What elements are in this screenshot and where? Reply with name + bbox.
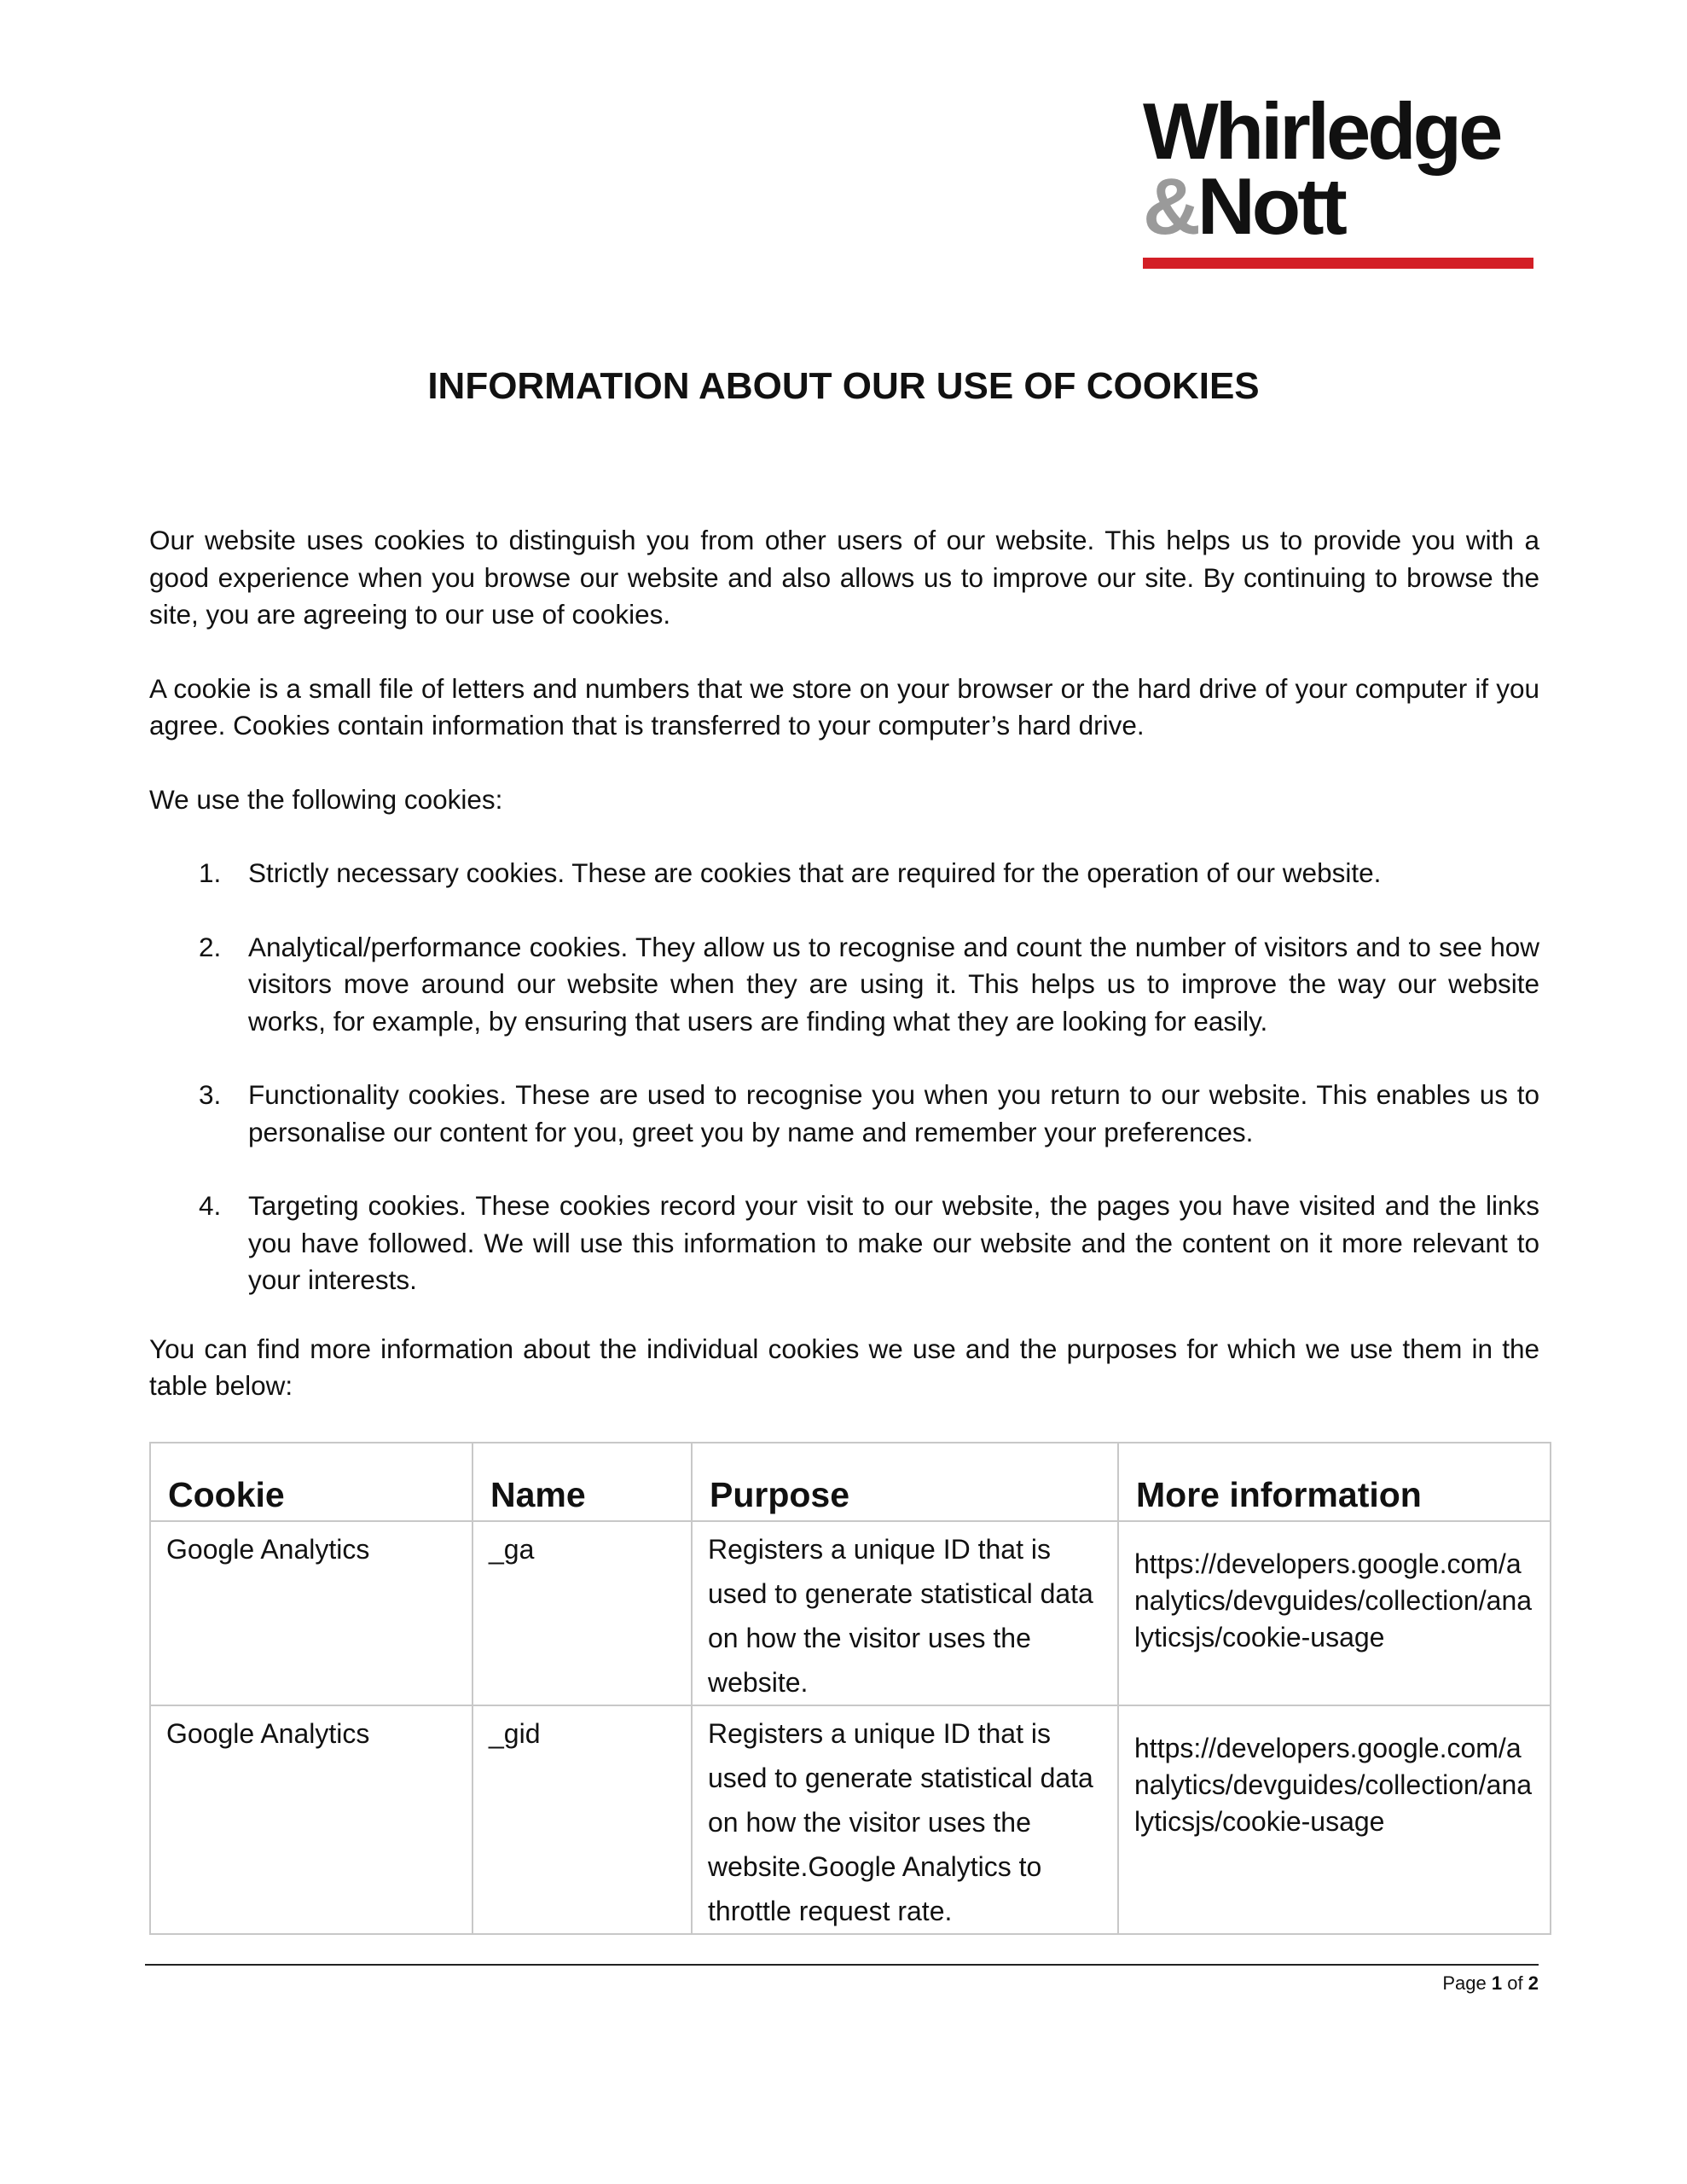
- header-purpose: Purpose: [692, 1443, 1118, 1521]
- list-item: [149, 1077, 1539, 1151]
- document-title: INFORMATION ABOUT OUR USE OF COOKIES: [427, 365, 1260, 407]
- page-number: [1442, 1971, 1539, 1996]
- list-item-text: Strictly necessary cookies. These are cookies that are required for the operation of our website.: [248, 857, 1382, 888]
- logo-line-2-text: Nott: [1197, 161, 1344, 251]
- list-item-text: Analytical/performance cookies. They allow us to recognise and count the number of visitors and to see how visitors move around our website when they are using it. This helps us to improve the way our website works, for example, by ensuring that users are finding what they are looking for easily.: [248, 931, 1539, 1037]
- cell-more-information-link[interactable]: https://developers.google.com/analytics/devguides/collection/analyticsjs/cookie-usage: [1118, 1521, 1551, 1705]
- list-item-number: 4.: [199, 1190, 222, 1221]
- header-cookie: Cookie: [150, 1443, 472, 1521]
- list-item: [149, 1188, 1539, 1299]
- page-total: 2: [1528, 1972, 1539, 1994]
- of-label: of: [1507, 1972, 1523, 1994]
- list-item-number: 2.: [199, 931, 222, 962]
- cell-name: _gid: [472, 1705, 692, 1934]
- cell-name: _ga: [472, 1521, 692, 1705]
- page-label: Page: [1442, 1972, 1487, 1994]
- intro-paragraph-2: A cookie is a small file of letters and numbers that we store on your browser or the hard drive of your computer if you agree. Cookies contain information that is transferred to your computer’s hard drive.: [149, 672, 1539, 741]
- logo-line-2: [1143, 161, 1544, 251]
- list-item: [149, 855, 1539, 892]
- list-item-number: 3.: [199, 1079, 222, 1110]
- table-intro-paragraph: You can find more information about the individual cookies we use and the purposes for which we use them in the table below:: [149, 1333, 1539, 1401]
- footer-divider: [145, 1964, 1539, 1966]
- table-header-row: [150, 1443, 1551, 1521]
- intro-paragraph-1: Our website uses cookies to distinguish you from other users of our website. This helps us to provide you with a good experience when you browse our website and also allows us to improve our site. By continuing to browse the site, you are agreeing to our use of cookies.: [149, 525, 1539, 630]
- cell-purpose: Registers a unique ID that is used to generate statistical data on how the visitor uses the website.: [692, 1521, 1118, 1705]
- list-item-number: 1.: [199, 857, 222, 888]
- cell-more-information-link[interactable]: https://developers.google.com/analytics/devguides/collection/analyticsjs/cookie-usage: [1118, 1705, 1551, 1934]
- cookie-types-list: [149, 855, 1539, 1299]
- logo-red-bar: [1143, 258, 1533, 269]
- page-current: 1: [1491, 1972, 1503, 1994]
- list-item: [149, 929, 1539, 1041]
- intro-paragraph-3: We use the following cookies:: [149, 783, 503, 815]
- list-item-text: Functionality cookies. These are used to recognise you when you return to our website. This enables us to personalise our content for you, greet you by name and remember your preferences.: [248, 1079, 1539, 1147]
- logo-ampersand: &: [1143, 161, 1197, 251]
- cell-cookie: Google Analytics: [150, 1521, 472, 1705]
- list-item-text: Targeting cookies. These cookies record your visit to our website, the pages you have visited and the links you have followed. We will use this information to make our website and the content on it more relevant to your interests.: [248, 1190, 1539, 1295]
- cookies-table: [149, 1442, 1551, 1935]
- table-row: [150, 1705, 1551, 1934]
- header-name: Name: [472, 1443, 692, 1521]
- table-row: [150, 1521, 1551, 1705]
- cell-purpose: Registers a unique ID that is used to generate statistical data on how the visitor uses the website.Google Analytics to throttle request rate.: [692, 1705, 1118, 1934]
- logo-line-1: Whirledge: [1143, 86, 1500, 176]
- company-logo: [1143, 86, 1544, 251]
- document-body: [149, 522, 1539, 1442]
- header-more-information: More information: [1118, 1443, 1551, 1521]
- cell-cookie: Google Analytics: [150, 1705, 472, 1934]
